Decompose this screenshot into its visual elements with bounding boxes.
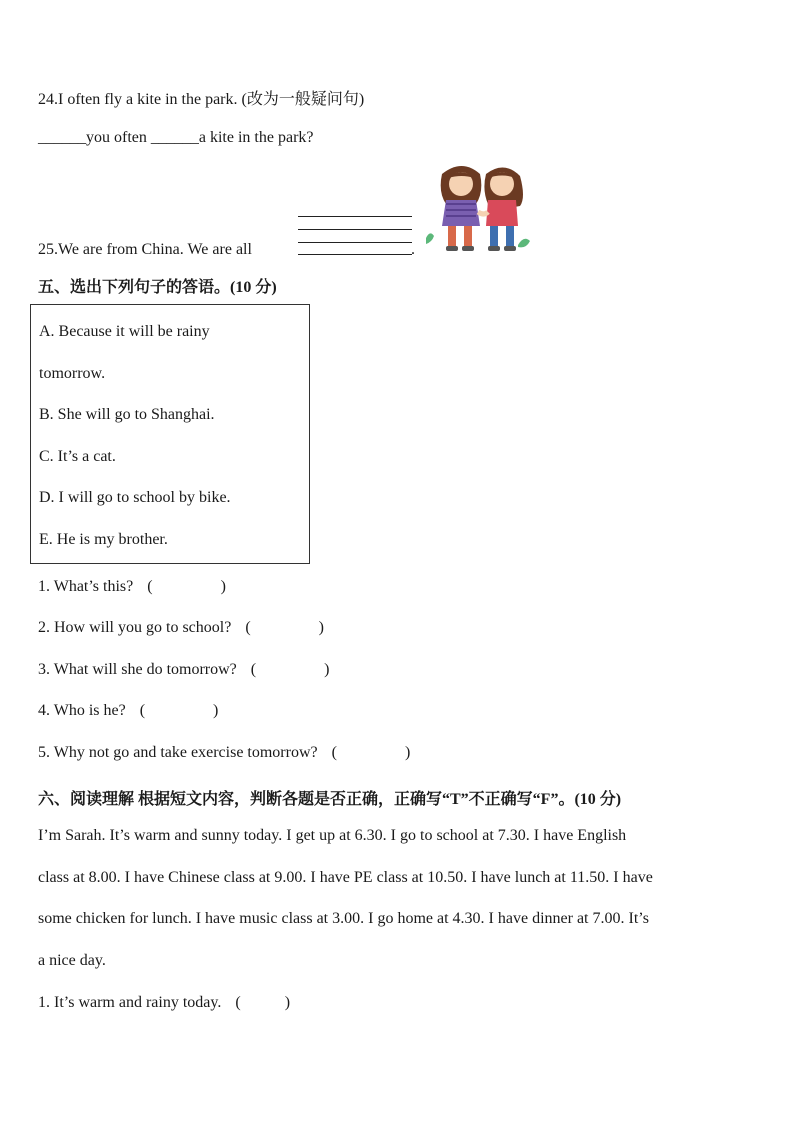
question-text: 5. Why not go and take exercise tomorrow? xyxy=(38,744,318,761)
question-24-prompt: 24.I often fly a kite in the park. (改为一般疑问句) xyxy=(38,91,365,108)
passage-line-4: a nice day. xyxy=(38,952,106,969)
question-25-period: . xyxy=(411,241,415,258)
passage-line-3: some chicken for lunch. I have music class at 3.00. I go home at 4.30. I have dinner at 7.00. It’s xyxy=(38,910,649,927)
answer-parentheses[interactable]: ( ) xyxy=(235,994,291,1011)
option-e: E. He is my brother. xyxy=(39,531,168,548)
option-a: A. Because it will be rainy xyxy=(39,323,210,340)
option-d: D. I will go to school by bike. xyxy=(39,489,231,506)
section-6-title: 六、阅读理解 根据短文内容，判断各题是否正确，正确写“T”不正确写“F”。(10 分) xyxy=(38,791,622,808)
section-5-question-3 xyxy=(38,661,329,679)
option-a-continued: tomorrow. xyxy=(39,365,106,382)
question-text: 1. It’s warm and rainy today. xyxy=(38,994,222,1011)
section-5-question-5 xyxy=(38,744,410,762)
answer-parentheses[interactable]: ( ) xyxy=(139,702,219,719)
answer-parentheses[interactable]: ( ) xyxy=(147,578,226,595)
passage-line-1: I’m Sarah. It’s warm and sunny today. I get up at 6.30. I go to school at 7.30. I have English xyxy=(38,827,627,844)
answer-options-box xyxy=(30,304,310,564)
two-girls-illustration xyxy=(420,160,540,260)
answer-parentheses[interactable]: ( ) xyxy=(250,661,330,678)
option-b: B. She will go to Shanghai. xyxy=(39,406,215,423)
section-5-question-1 xyxy=(38,578,226,596)
answer-parentheses[interactable]: ( ) xyxy=(331,744,411,761)
passage-line-2: class at 8.00. I have Chinese class at 9.00. I have PE class at 10.50. I have lunch at 11.50. I have xyxy=(38,869,653,886)
section-5-title: 五、选出下列句子的答语。(10 分) xyxy=(38,279,277,296)
section-5-question-2 xyxy=(38,619,324,637)
question-25-prompt: 25.We are from China. We are all xyxy=(38,241,252,258)
option-c: C. It’s a cat. xyxy=(39,448,116,465)
question-text: 3. What will she do tomorrow? xyxy=(38,661,237,678)
answer-blank-lines xyxy=(298,214,412,256)
question-text: 1. What’s this? xyxy=(38,578,134,595)
answer-parentheses[interactable]: ( ) xyxy=(245,619,324,636)
question-text: 2. How will you go to school? xyxy=(38,619,232,636)
question-24-answer-line: ______you often ______a kite in the park? xyxy=(38,129,314,146)
question-text: 4. Who is he? xyxy=(38,702,126,719)
section-5-question-4 xyxy=(38,702,218,720)
section-6-question-1 xyxy=(38,994,290,1012)
